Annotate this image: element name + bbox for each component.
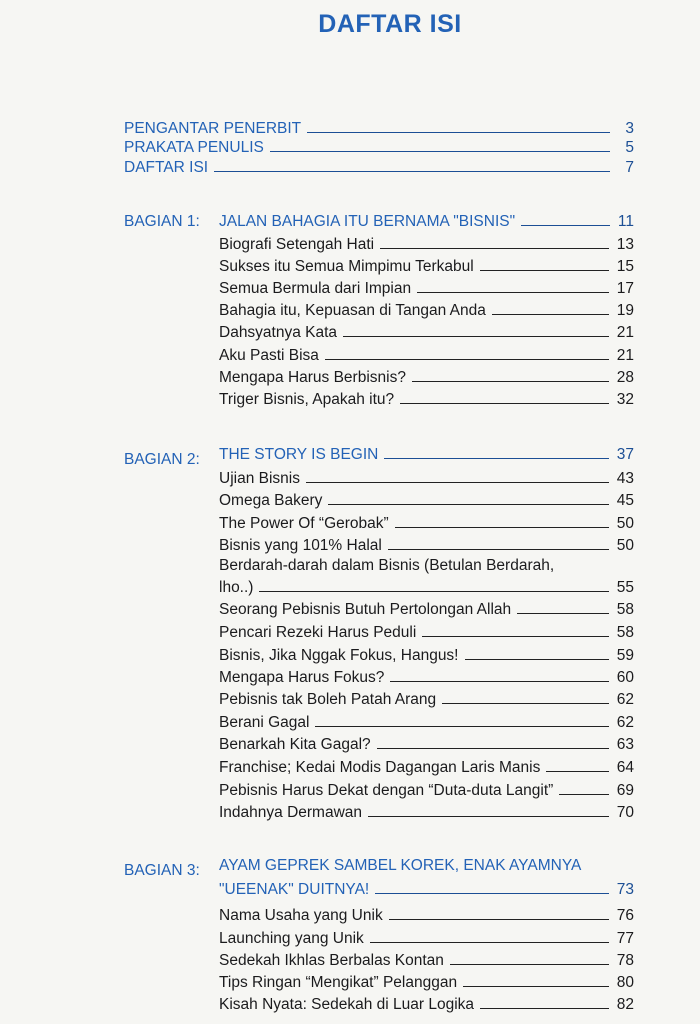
toc-entry-continuation: lho..)	[219, 579, 254, 596]
toc-entry-label: Bahagia itu, Kepuasan di Tangan Anda	[219, 302, 486, 319]
leader-line	[400, 403, 609, 404]
leader-line	[395, 527, 609, 528]
toc-entry-page: 21	[616, 347, 634, 364]
toc-entry-label: Mengapa Harus Berbisnis?	[219, 369, 406, 386]
toc-entry	[219, 971, 634, 992]
toc-entry-label: Franchise; Kedai Modis Dagangan Laris Manis	[219, 759, 541, 776]
toc-entry-label: Pencari Rezeki Harus Peduli	[219, 624, 417, 641]
toc-entry-label: Indahnya Dermawan	[219, 804, 363, 821]
toc-entry-page: 28	[616, 369, 634, 386]
toc-entry-label: Berdarah-darah dalam Bisnis (Betulan Berdarah,	[219, 557, 555, 574]
toc-entry-label: PRAKATA PENULIS	[124, 139, 264, 156]
toc-entry-page: 77	[616, 930, 634, 947]
leader-line	[384, 458, 608, 459]
leader-line	[480, 1008, 609, 1009]
leader-line	[517, 613, 609, 614]
toc-entry-page: 69	[616, 782, 634, 799]
toc-entry-page: 45	[616, 492, 634, 509]
toc-entry-page: 21	[616, 324, 634, 341]
toc-entry-page: 17	[616, 280, 634, 297]
leader-line	[492, 314, 609, 315]
toc-entry	[219, 666, 634, 687]
part-title	[219, 443, 634, 464]
toc-entry-page: 59	[616, 647, 634, 664]
toc-entry-page: 32	[616, 391, 634, 408]
part-title	[219, 878, 634, 899]
toc-entry	[219, 711, 634, 732]
toc-entry-label: The Power Of “Gerobak”	[219, 515, 389, 532]
toc-entry	[219, 489, 634, 510]
toc-entry	[219, 733, 634, 754]
toc-entry-page: 64	[616, 759, 634, 776]
leader-line	[465, 659, 609, 660]
leader-line	[521, 225, 610, 226]
toc-entry-label: Seorang Pebisnis Butuh Pertolongan Allah	[219, 601, 512, 618]
part-page: 11	[617, 213, 634, 230]
leader-line	[315, 726, 608, 727]
toc-entry	[219, 756, 634, 777]
toc-entry-page: 78	[616, 952, 634, 969]
leader-line	[417, 292, 609, 293]
toc-entry	[219, 576, 634, 597]
leader-line	[377, 748, 609, 749]
leader-line	[412, 381, 609, 382]
part-title-text: JALAN BAHAGIA ITU BERNAMA "BISNIS"	[219, 213, 516, 230]
toc-entry-page: 63	[616, 736, 634, 753]
part-title-continuation: "UEENAK" DUITNYA!	[219, 881, 370, 898]
toc-entry-page: 62	[616, 714, 634, 731]
toc-entry	[219, 233, 634, 254]
leader-line	[390, 681, 608, 682]
leader-line	[328, 504, 608, 505]
leader-line	[450, 964, 609, 965]
leader-line	[214, 171, 610, 172]
part-title-text: AYAM GEPREK SAMBEL KOREK, ENAK AYAMNYA	[219, 857, 582, 874]
leader-line	[463, 986, 609, 987]
toc-entry-label: Berani Gagal	[219, 714, 310, 731]
leader-line	[259, 591, 608, 592]
toc-entry-page: 50	[616, 537, 634, 554]
toc-entry-page: 50	[616, 515, 634, 532]
toc-entry-label: Aku Pasti Bisa	[219, 347, 319, 364]
toc-entry-label: Launching yang Unik	[219, 930, 364, 947]
toc-entry	[219, 644, 634, 665]
leader-line	[388, 549, 609, 550]
leader-line	[442, 703, 609, 704]
toc-entry-label: DAFTAR ISI	[124, 159, 209, 176]
leader-line	[546, 771, 608, 772]
toc-entry-label: Ujian Bisnis	[219, 470, 300, 487]
toc-entry-label: Mengapa Harus Fokus?	[219, 669, 385, 686]
leader-line	[368, 816, 609, 817]
toc-entry-page: 58	[616, 601, 634, 618]
leader-line	[559, 794, 608, 795]
toc-entry-label: Tips Ringan “Mengikat” Pelanggan	[219, 974, 458, 991]
toc-entry	[219, 321, 634, 342]
toc-entry-page: 7	[625, 159, 634, 176]
toc-entry	[124, 117, 634, 138]
toc-entry-label: Bisnis yang 101% Halal	[219, 537, 382, 554]
leader-line	[480, 270, 609, 271]
toc-entry	[219, 534, 634, 555]
toc-entry-label: Benarkah Kita Gagal?	[219, 736, 371, 753]
toc-entry-page: 76	[616, 907, 634, 924]
toc-entry	[219, 993, 634, 1014]
toc-entry	[219, 366, 634, 387]
toc-entry-page: 15	[616, 258, 634, 275]
leader-line	[380, 248, 609, 249]
toc-entry	[219, 388, 634, 409]
toc-entry-page: 82	[616, 996, 634, 1013]
toc-entry	[219, 621, 634, 642]
toc-entry	[219, 277, 634, 298]
toc-entry	[219, 779, 634, 800]
toc-entry-label: Nama Usaha yang Unik	[219, 907, 383, 924]
leader-line	[389, 919, 609, 920]
part-page: 37	[616, 446, 634, 463]
toc-entry-page: 80	[616, 974, 634, 991]
toc-entry	[219, 927, 634, 948]
toc-entry-page: 43	[616, 470, 634, 487]
part-page: 73	[616, 881, 634, 898]
toc-entry	[219, 467, 634, 488]
toc-entry-label: Triger Bisnis, Apakah itu?	[219, 391, 395, 408]
toc-entry-page: 13	[616, 236, 634, 253]
leader-line	[307, 132, 610, 133]
leader-line	[422, 636, 608, 637]
part-label: BAGIAN 2:	[124, 451, 200, 468]
leader-line	[343, 336, 609, 337]
toc-entry-label: Semua Bermula dari Impian	[219, 280, 412, 297]
toc-entry-page: 70	[616, 804, 634, 821]
toc-entry	[219, 344, 634, 365]
toc-entry-label: Sukses itu Semua Mimpimu Terkabul	[219, 258, 474, 275]
toc-entry	[124, 136, 634, 157]
leader-line	[370, 942, 609, 943]
toc-entry-page: 5	[625, 139, 634, 156]
toc-entry	[219, 904, 634, 925]
toc-entry-page: 55	[616, 579, 634, 596]
toc-entry	[219, 688, 634, 709]
toc-entry-label: Sedekah Ikhlas Berbalas Kontan	[219, 952, 444, 969]
page-title: DAFTAR ISI	[318, 10, 462, 38]
part-label: BAGIAN 3:	[124, 862, 200, 879]
toc-entry-label: PENGANTAR PENERBIT	[124, 120, 302, 137]
part-label: BAGIAN 1:	[124, 213, 200, 230]
toc-entry-page: 60	[616, 669, 634, 686]
toc-entry	[219, 299, 634, 320]
toc-entry-label: Kisah Nyata: Sedekah di Luar Logika	[219, 996, 475, 1013]
toc-entry-label: Pebisnis Harus Dekat dengan “Duta-duta Langit”	[219, 782, 554, 799]
toc-entry	[219, 255, 634, 276]
toc-entry	[219, 512, 634, 533]
toc-entry	[219, 598, 634, 619]
toc-entry-page: 3	[625, 120, 634, 137]
toc-entry-label: Biografi Setengah Hati	[219, 236, 375, 253]
leader-line	[325, 359, 609, 360]
part-title-text: THE STORY IS BEGIN	[219, 446, 379, 463]
part-title	[219, 210, 634, 231]
toc-entry-label: Pebisnis tak Boleh Patah Arang	[219, 691, 437, 708]
toc-entry	[219, 801, 634, 822]
toc-entry-page: 19	[616, 302, 634, 319]
toc-entry	[124, 156, 634, 177]
toc-entry-page: 58	[616, 624, 634, 641]
toc-entry-label: Dahsyatnya Kata	[219, 324, 338, 341]
toc-entry-page: 62	[616, 691, 634, 708]
leader-line	[270, 151, 610, 152]
toc-entry	[219, 949, 634, 970]
leader-line	[375, 893, 609, 894]
toc-entry-label: Bisnis, Jika Nggak Fokus, Hangus!	[219, 647, 459, 664]
toc-entry-label: Omega Bakery	[219, 492, 323, 509]
leader-line	[306, 482, 609, 483]
